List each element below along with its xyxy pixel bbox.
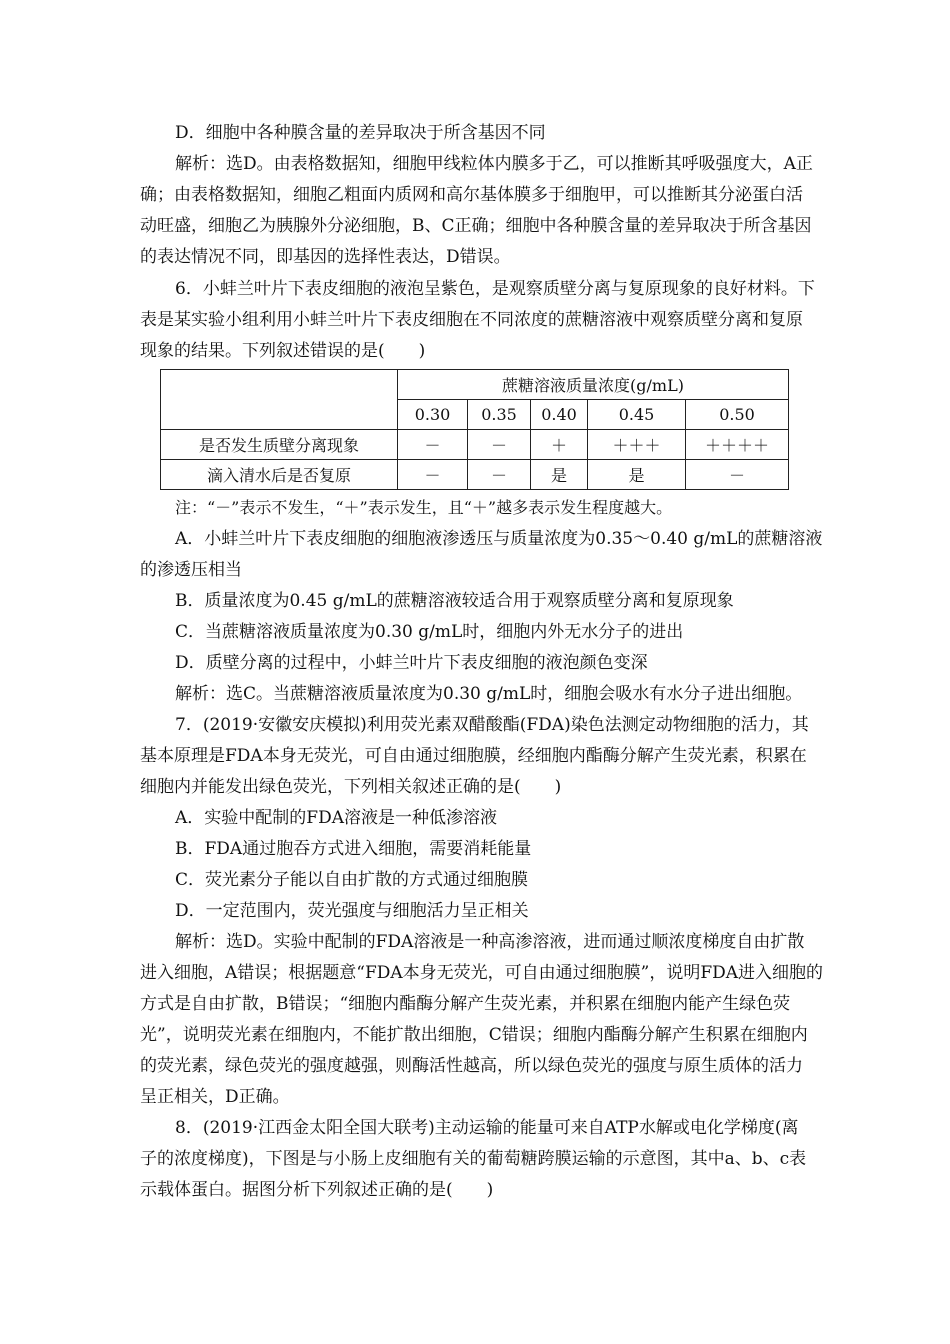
concentration-header: 0.35	[468, 400, 531, 430]
analysis-q7-line: 光”，说明荧光素在细胞内，不能扩散出细胞，C错误；细胞内酯酶分解产生积累在细胞内	[140, 1025, 808, 1045]
analysis-q7-line: 方式是自由扩散，B错误；“细胞内酯酶分解产生荧光素，并积累在细胞内能产生绿色荧	[140, 994, 791, 1014]
analysis-q6: 解析：选C。当蔗糖溶液质量浓度为0.30 g/mL时，细胞会吸水有水分子进出细胞。	[175, 684, 803, 704]
concentration-header: 0.40	[531, 400, 588, 430]
table-note: 注：“－”表示不发生，“＋”表示发生，且“＋”越多表示发生程度越大。	[175, 498, 673, 517]
question-7-stem: 7．(2019·安徽安庆模拟)利用荧光素双醋酸酯(FDA)染色法测定动物细胞的活力，其	[175, 715, 809, 735]
row-label: 是否发生质壁分离现象	[161, 430, 398, 460]
table-cell: ＋	[531, 430, 588, 460]
table-header: 蔗糖溶液质量浓度(g/mL)	[398, 370, 789, 400]
question-8-stem-line: 子的浓度梯度)，下图是与小肠上皮细胞有关的葡萄糖跨膜运输的示意图，其中a、b、c表	[140, 1149, 807, 1169]
analysis-q5-line: 动旺盛，细胞乙为胰腺外分泌细胞，B、C正确；细胞中各种膜含量的差异取决于所含基因	[140, 216, 812, 236]
table-cell: 是	[588, 460, 686, 490]
concentration-header: 0.50	[686, 400, 789, 430]
analysis-q5: 解析：选D。由表格数据知，细胞甲线粒体内膜多于乙，可以推断其呼吸强度大，A正	[175, 154, 813, 174]
table-cell: －	[398, 460, 468, 490]
table-row	[161, 460, 789, 490]
option-d-q5: D．细胞中各种膜含量的差异取决于所含基因不同	[175, 123, 546, 143]
question-6-stem-line: 表是某实验小组利用小蚌兰叶片下表皮细胞在不同浓度的蔗糖溶液中观察质壁分离和复原	[140, 310, 803, 330]
analysis-q5-line: 的表达情况不同，即基因的选择性表达，D错误。	[140, 247, 511, 267]
option-d-q6: D．质壁分离的过程中，小蚌兰叶片下表皮细胞的液泡颜色变深	[175, 653, 648, 673]
option-c-q6: C．当蔗糖溶液质量浓度为0.30 g/mL时，细胞内外无水分子的进出	[175, 622, 684, 642]
table-cell: ＋＋＋	[588, 430, 686, 460]
table-cell: －	[468, 430, 531, 460]
question-7-stem-line: 基本原理是FDA本身无荧光，可自由通过细胞膜，经细胞内酯酶分解产生荧光素，积累在	[140, 746, 807, 766]
option-d-q7: D．一定范围内，荧光强度与细胞活力呈正相关	[175, 901, 529, 921]
question-8-stem-line: 示载体蛋白。据图分析下列叙述正确的是( )	[140, 1180, 494, 1200]
row-label: 滴入清水后是否复原	[161, 460, 398, 490]
concentration-header: 0.30	[398, 400, 468, 430]
analysis-q7-line: 的荧光素，绿色荧光的强度越强，则酶活性越高，所以绿色荧光的强度与原生质体的活力	[140, 1056, 803, 1076]
question-6-stem: 6．小蚌兰叶片下表皮细胞的液泡呈紫色，是观察质壁分离与复原现象的良好材料。下	[175, 279, 815, 299]
option-b-q7: B．FDA通过胞吞方式进入细胞，需要消耗能量	[175, 839, 532, 859]
table-cell: －	[686, 460, 789, 490]
analysis-q7: 解析：选D。实验中配制的FDA溶液是一种高渗溶液，进而通过顺浓度梯度自由扩散	[175, 932, 805, 952]
concentration-header: 0.45	[588, 400, 686, 430]
option-a-q6-line: 的渗透压相当	[140, 560, 242, 580]
question-6-stem-line: 现象的结果。下列叙述错误的是( )	[140, 341, 426, 361]
analysis-q7-line: 呈正相关，D正确。	[140, 1087, 290, 1107]
option-b-q6: B．质量浓度为0.45 g/mL的蔗糖溶液较适合用于观察质壁分离和复原现象	[175, 591, 734, 611]
analysis-q7-line: 进入细胞，A错误；根据题意“FDA本身无荧光，可自由通过细胞膜”，说明FDA进入细胞的	[140, 963, 824, 983]
question-8-stem: 8．(2019·江西金太阳全国大联考)主动运输的能量可来自ATP水解或电化学梯度(离	[175, 1118, 799, 1138]
experiment-table	[160, 369, 789, 490]
option-a-q7: A．实验中配制的FDA溶液是一种低渗溶液	[175, 808, 497, 828]
table-cell: －	[398, 430, 468, 460]
option-c-q7: C．荧光素分子能以自由扩散的方式通过细胞膜	[175, 870, 529, 890]
analysis-q5-line: 确；由表格数据知，细胞乙粗面内质网和高尔基体膜多于细胞甲，可以推断其分泌蛋白活	[140, 185, 803, 205]
option-a-q6: A．小蚌兰叶片下表皮细胞的细胞液渗透压与质量浓度为0.35～0.40 g/mL的蔗糖溶液	[175, 529, 823, 549]
table-cell: ＋＋＋＋	[686, 430, 789, 460]
table-corner-cell	[161, 370, 398, 430]
table-cell: 是	[531, 460, 588, 490]
table-row	[161, 430, 789, 460]
table-cell: －	[468, 460, 531, 490]
question-7-stem-line: 细胞内并能发出绿色荧光，下列相关叙述正确的是( )	[140, 777, 562, 797]
